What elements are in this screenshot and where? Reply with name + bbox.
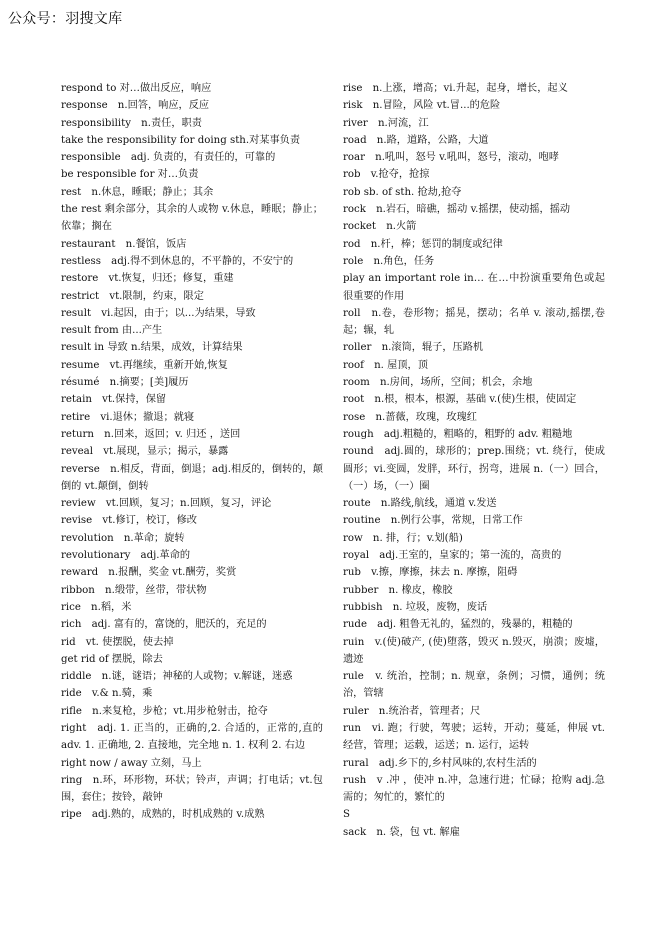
vocabulary-entry: rice n.稻，米 <box>61 601 132 613</box>
vocabulary-entry: ruin v.(使)破产, (使)堕落，毁灭 n.毁灭，崩溃；废墟，遗迹 <box>343 636 605 665</box>
vocabulary-entry: responsible adj. 负责的，有责任的，可靠的 <box>61 152 276 164</box>
vocabulary-entry: rude adj. 粗鲁无礼的，猛烈的，残暴的，粗糙的 <box>343 619 573 631</box>
vocabulary-entry: ruler n.统治者，管理者；尺 <box>343 705 481 717</box>
vocabulary-entry: responsibility n.责任，职责 <box>61 117 202 129</box>
vocabulary-entry: roller n.滚筒，辊子，压路机 <box>343 342 484 354</box>
vocabulary-column-left <box>61 80 323 824</box>
vocabulary-entry: roar n.吼叫，怒号 v.吼叫，怒号，滚动，咆哮 <box>343 152 559 164</box>
vocabulary-entry: road n.路，道路，公路，大道 <box>343 134 489 146</box>
vocabulary-entry: S <box>343 809 350 821</box>
vocabulary-entry: revolution n.革命；旋转 <box>61 532 185 544</box>
vocabulary-entry: rob v.抢夺，抢掠 <box>343 169 430 181</box>
vocabulary-entry: result in 导致 n.结果，成效，计算结果 <box>61 342 243 354</box>
vocabulary-entry: restrict vt.限制，约束，限定 <box>61 290 204 302</box>
vocabulary-entry: résumé n.摘要；[美]履历 <box>61 377 189 389</box>
vocabulary-entry: ripe adj.熟的，成熟的，时机成熟的 v.成熟 <box>61 809 265 821</box>
vocabulary-entry: rifle n.来复枪，步枪；vt.用步枪射击，抢夺 <box>61 705 268 717</box>
vocabulary-entry: ribbon n.缎带，丝带，带状物 <box>61 584 207 596</box>
vocabulary-entry: rise n.上涨，增高；vi.升起，起身，增长，起义 <box>343 83 568 94</box>
page-header: 公众号：羽搜文库 <box>8 11 123 27</box>
vocabulary-entry: the rest 剩余部分，其余的人或物 v.休息，睡眠；静止；依靠；搁在 <box>61 204 323 233</box>
vocabulary-entry: right adj. 1. 正当的，正确的,2. 合适的，正常的,直的 adv. 1. 正确地, 2. 直接地，完全地 n. 1. 权利 2. 右边 <box>61 722 323 752</box>
vocabulary-entry: room n.房间，场所，空间；机会，余地 <box>343 377 533 389</box>
vocabulary-entry: rough adj.粗糙的，粗略的，粗野的 adv. 粗糙地 <box>343 428 573 440</box>
vocabulary-entry: rest n.休息，睡眠；静止；其余 <box>61 186 214 198</box>
vocabulary-entry: revise vt.修订，校订，修改 <box>61 515 197 527</box>
vocabulary-entry: reverse n.相反，背面，倒退；adj.相反的，倒转的，颠倒的 vt.颠倒，倒转 <box>61 463 323 492</box>
vocabulary-entry: roll n.卷，卷形物；摇晃，摆动；名单 v. 滚动,摇摆,卷起；辗，轧 <box>343 307 605 337</box>
vocabulary-entry: return n.回来，返回；v. 归还 ，送回 <box>61 428 241 440</box>
vocabulary-column-right <box>343 80 605 841</box>
vocabulary-entry: row n. 排，行；v.划(船) <box>343 532 463 544</box>
vocabulary-entry: routine n.例行公事，常规，日常工作 <box>343 515 523 527</box>
vocabulary-entry: round adj.圆的，球形的；prep.围绕；vt. 绕行，使成圆形；vi.变圆，发胖，环行，拐弯，进展 n.（一）回合，（一）场，（一）圈 <box>343 446 605 492</box>
vocabulary-entry: result vi.起因，由于；以...为结果，导致 <box>61 307 256 319</box>
vocabulary-entry: sack n. 袋，包 vt. 解雇 <box>343 826 460 838</box>
vocabulary-entry: right now / away 立刻，马上 <box>61 757 202 769</box>
vocabulary-entry: rule v. 统治，控制；n. 规章，条例；习惯，通例；统治，管辖 <box>343 671 605 700</box>
vocabulary-entry: risk n.冒险，风险 vt.冒...的危险 <box>343 100 501 112</box>
vocabulary-entry: rocket n.火箭 <box>343 221 417 233</box>
vocabulary-entry: reveal vt.展现，显示；揭示，暴露 <box>61 446 229 458</box>
vocabulary-entry: restore vt.恢复，归还；修复，重建 <box>61 273 234 285</box>
vocabulary-entry: route n.路线,航线，通道 v.发送 <box>343 498 497 510</box>
vocabulary-entry: rush v .冲 ，使冲 n.冲，急速行进；忙碌；抢购 adj.急需的；匆忙的，繁忙的 <box>343 774 605 804</box>
vocabulary-entry: retire vi.退休；撤退；就寝 <box>61 411 195 423</box>
vocabulary-entry: run vi. 跑；行驶，驾驶；运转，开动；蔓延，伸展 vt.经营，管理；运载，运送；n. 运行，运转 <box>343 722 605 752</box>
vocabulary-entry: rob sb. of sth. 抢劫,抢夺 <box>343 186 462 198</box>
vocabulary-entry: response n.回答，响应，反应 <box>61 100 210 112</box>
vocabulary-entry: revolutionary adj.革命的 <box>61 550 191 562</box>
vocabulary-entry: rubber n. 橡皮，橡胶 <box>343 584 453 596</box>
vocabulary-entry: respond to 对…做出反应，响应 <box>61 83 212 94</box>
vocabulary-entry: role n.角色，任务 <box>343 255 435 267</box>
vocabulary-entry: river n.河流，江 <box>343 117 429 129</box>
vocabulary-entry: royal adj.王室的，皇家的；第一流的，高贵的 <box>343 550 562 562</box>
vocabulary-entry: restaurant n.餐馆，饭店 <box>61 238 187 250</box>
vocabulary-entry: review vt.回顾，复习；n.回顾，复习，评论 <box>61 498 272 510</box>
vocabulary-entry: rub v.擦，摩擦，抹去 n. 摩擦，阻碍 <box>343 567 518 579</box>
vocabulary-entry: rose n.蔷薇，玫瑰，玫瑰红 <box>343 411 477 423</box>
vocabulary-entry: reward n.报酬，奖金 vt.酬劳，奖赏 <box>61 567 237 579</box>
vocabulary-entry: play an important role in… 在…中扮演重要角色或起很重要的作用 <box>343 273 605 302</box>
vocabulary-entry: resume vt.再继续，重新开始,恢复 <box>61 359 228 371</box>
vocabulary-entry: root n.根，根本，根源，基础 v.(使)生根，使固定 <box>343 394 577 406</box>
vocabulary-entry: restless adj.得不到休息的，不平静的，不安宁的 <box>61 255 294 267</box>
vocabulary-entry: rid vt. 使摆脱，使去掉 <box>61 636 174 648</box>
vocabulary-entry: ride v.& n.骑，乘 <box>61 688 153 700</box>
vocabulary-entry: rubbish n. 垃圾，废物，废话 <box>343 601 488 613</box>
vocabulary-entry: riddle n.谜，谜语；神秘的人或物；v.解谜，迷惑 <box>61 671 293 683</box>
vocabulary-entry: rock n.岩石，暗礁，摇动 v.摇摆，使动摇，摇动 <box>343 204 571 216</box>
vocabulary-entry: be responsible for 对…负责 <box>61 169 199 181</box>
vocabulary-entry: result from 由...产生 <box>61 325 163 337</box>
vocabulary-entry: rural adj.乡下的,乡村风味的,农村生活的 <box>343 757 537 769</box>
vocabulary-entry: get rid of 摆脱，除去 <box>61 653 163 665</box>
vocabulary-entry: take the responsibility for doing sth.对某事负责 <box>61 134 301 146</box>
vocabulary-entry: ring n.环，环形物，环状；铃声，声调；打电话；vt.包围，套住；按铃，敲钟 <box>61 774 323 804</box>
vocabulary-entry: rich adj. 富有的，富饶的，肥沃的，充足的 <box>61 619 267 631</box>
vocabulary-entry: retain vt.保持，保留 <box>61 394 167 406</box>
vocabulary-entry: roof n. 屋顶，顶 <box>343 359 428 371</box>
vocabulary-entry: rod n.杆，棒；惩罚的制度或纪律 <box>343 238 503 250</box>
